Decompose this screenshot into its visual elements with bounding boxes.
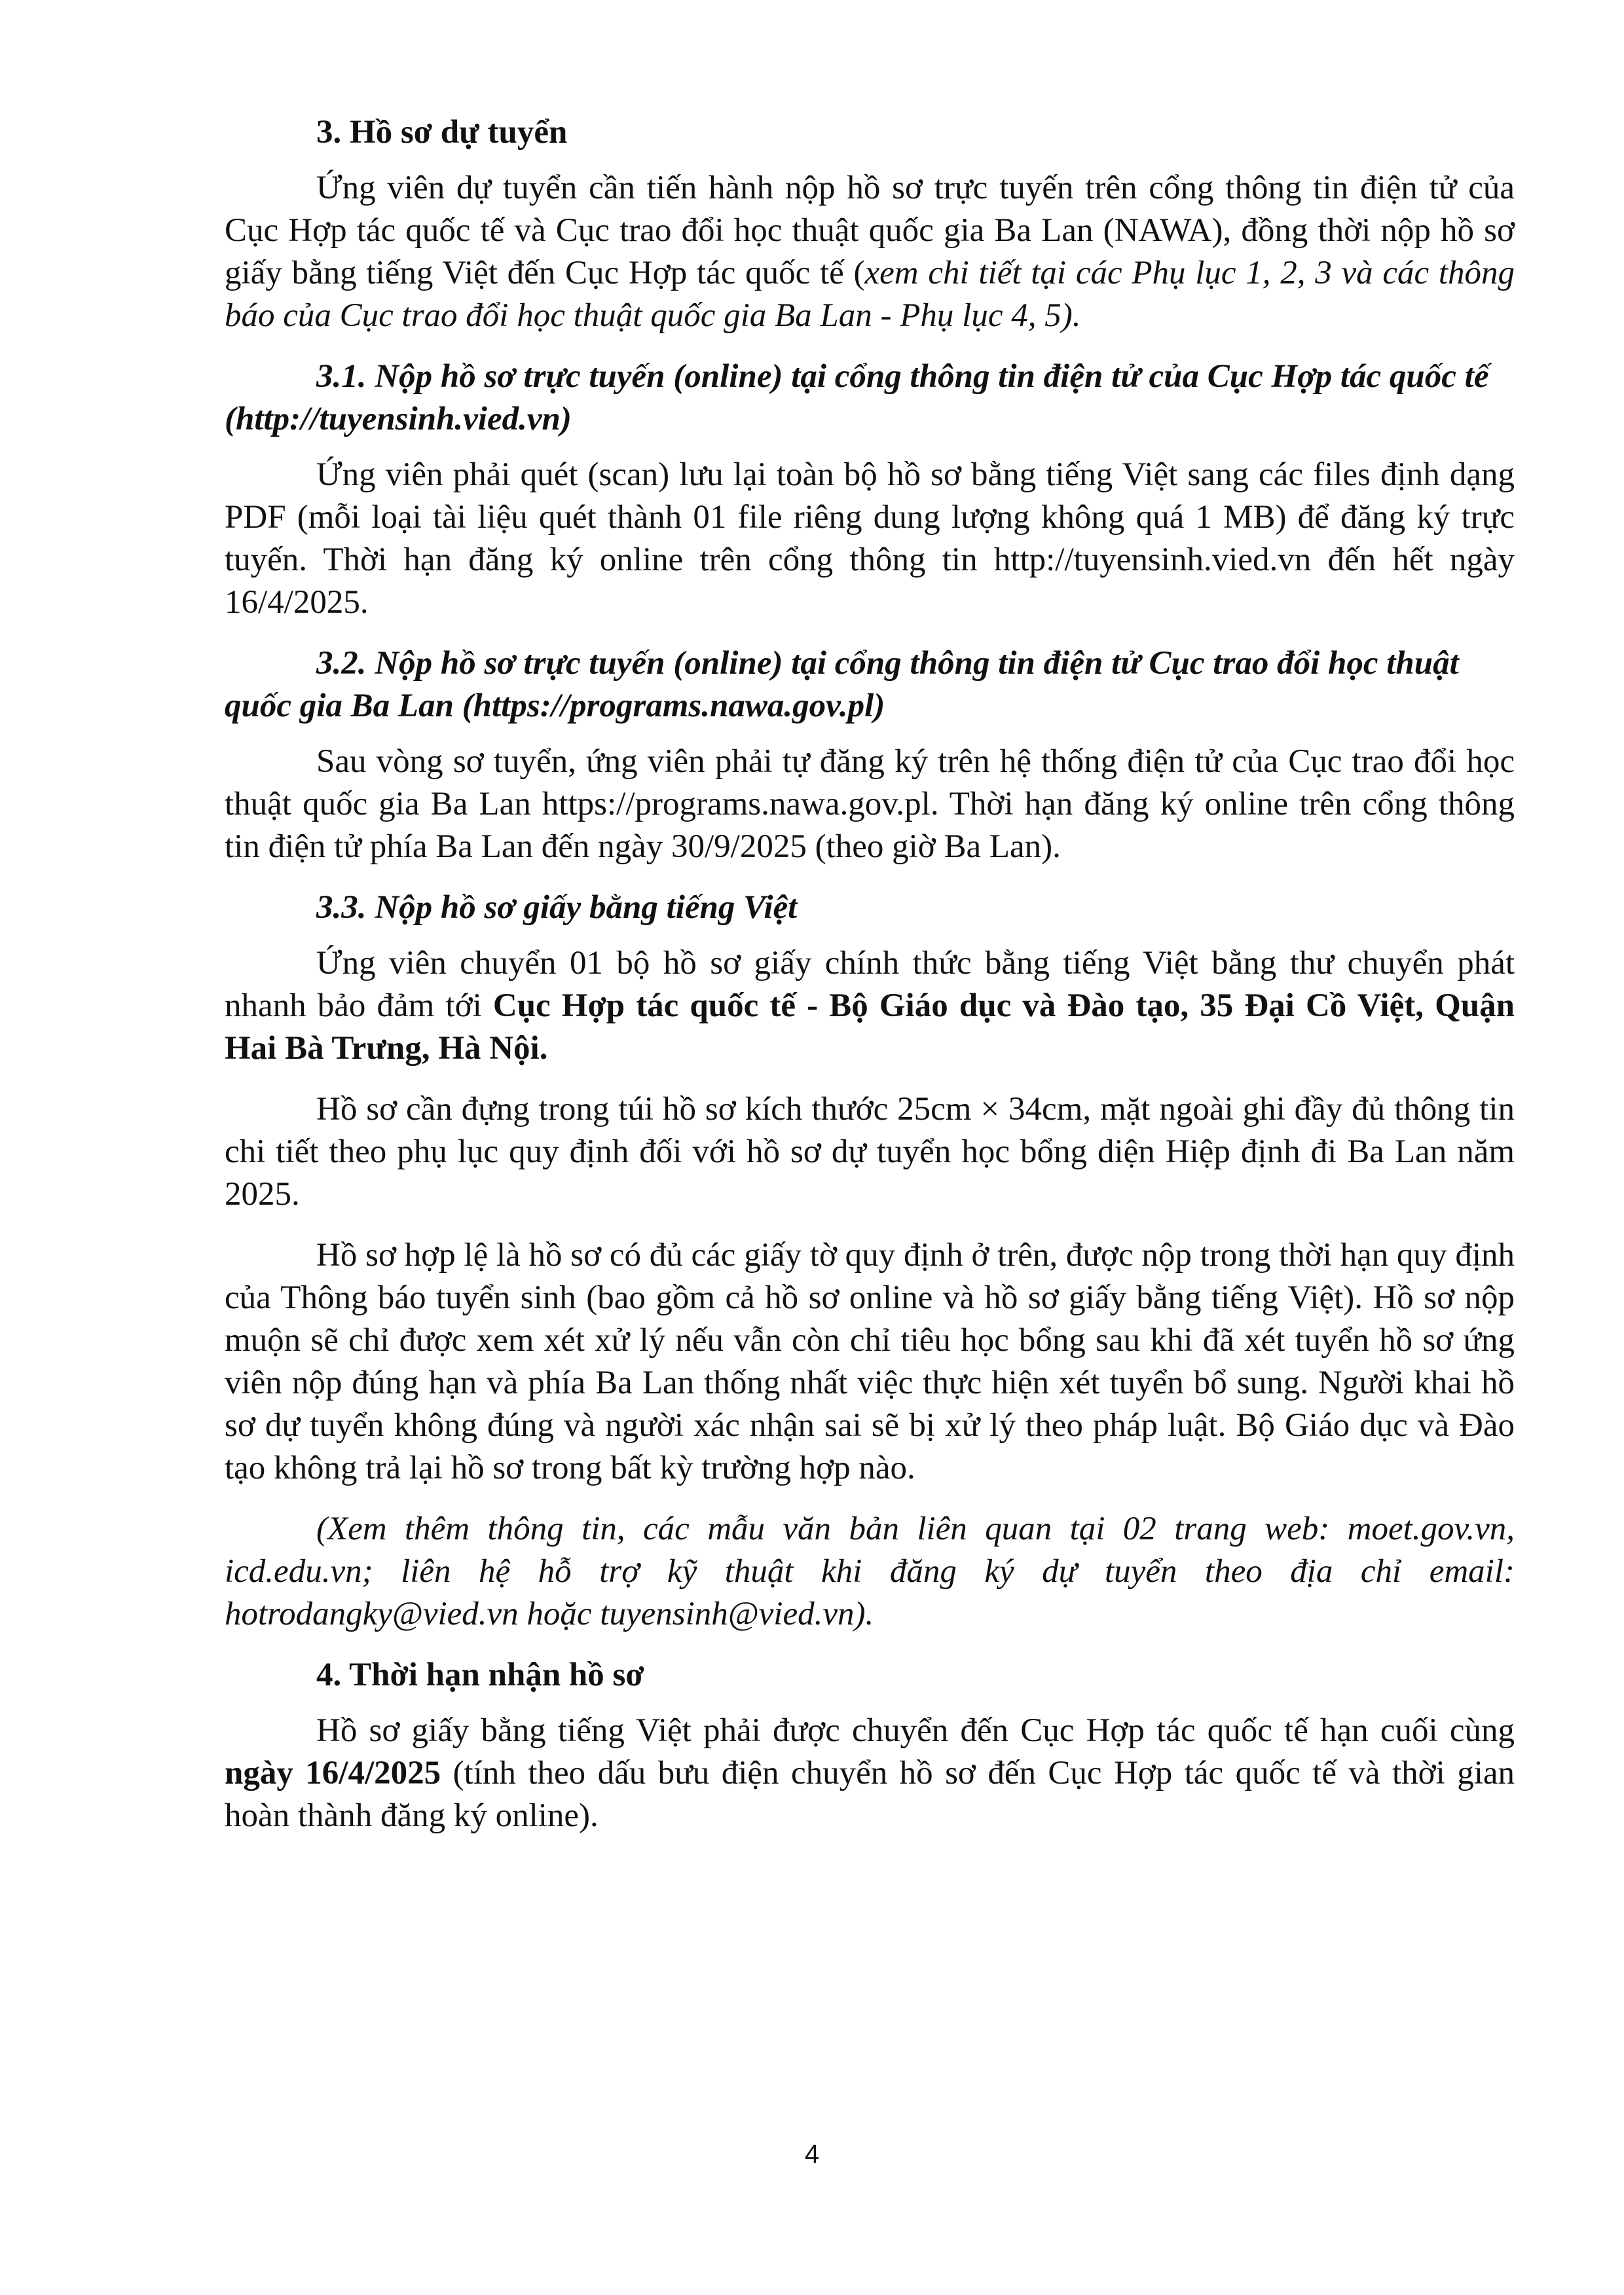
section-3-3-heading: 3.3. Nộp hồ sơ giấy bằng tiếng Việt bbox=[316, 889, 798, 926]
section-4-heading: 4. Thời hạn nhận hồ sơ bbox=[316, 1657, 644, 1693]
section-4-body-text-b: (tính theo dấu bưu điện chuyển hồ sơ đến Cục Hợp tác quốc tế và thời gian hoàn thành đăng ký online). bbox=[225, 1755, 1515, 1834]
section-3-2-heading: 3.2. Nộp hồ sơ trực tuyến (online) tại cổng thông tin điện tử Cục trao đổi học thuật quốc gia Ba Lan (https://programs.nawa.gov.pl) bbox=[225, 645, 1459, 724]
page-number: 4 bbox=[804, 2140, 820, 2169]
section-3-3-envelope-paragraph: Hồ sơ cần đựng trong túi hồ sơ kích thước 25cm × 34cm, mặt ngoài ghi đầy đủ thông tin chi tiết theo phụ lục quy định đối với hồ sơ dự tuyển học bổng diện Hiệp định đi Ba Lan năm 2025. bbox=[225, 1091, 1515, 1213]
section-3-3-address: Cục Hợp tác quốc tế - Bộ Giáo dục và Đào tạo, 35 Đại Cồ Việt, Quận Hai Bà Trưng, Hà Nội. bbox=[225, 987, 1515, 1067]
section-3-intro bbox=[225, 167, 1515, 337]
section-3-1-body: Ứng viên phải quét (scan) lưu lại toàn bộ hồ sơ bằng tiếng Việt sang các files định dạng PDF (mỗi loại tài liệu quét thành 01 file riêng dung lượng không quá 1 MB) để đăng ký trực tuyến. Thời hạn đăng ký online trên cổng thông tin http://tuyensinh.vied.vn đến hết ngày 16/4/2025. bbox=[225, 456, 1515, 621]
section-3-intro-text: Ứng viên dự tuyển cần tiến hành nộp hồ sơ trực tuyến trên cổng thông tin điện tử của Cục Hợp tác quốc tế và Cục trao đổi học thuật quốc gia Ba Lan (NAWA), đồng thời nộp hồ sơ giấy bằng tiếng Việt đến Cục Hợp tác quốc tế ( bbox=[225, 170, 1515, 291]
section-3-3-body-text: Ứng viên chuyển 01 bộ hồ sơ giấy chính thức bằng tiếng Việt bằng thư chuyển phát nhanh bảo đảm tới bbox=[225, 945, 1515, 1024]
section-3-intro-italic: xem chi tiết tại các Phụ lục 1, 2, 3 và các thông báo của Cục trao đổi học thuật quốc gia Ba Lan - Phụ lục 4, 5). bbox=[225, 255, 1515, 334]
section-3-3-validity-paragraph: Hồ sơ hợp lệ là hồ sơ có đủ các giấy tờ quy định ở trên, được nộp trong thời hạn quy định của Thông báo tuyển sinh (bao gồm cả hồ sơ online và hồ sơ giấy bằng tiếng Việt). Hồ sơ nộp muộn sẽ chỉ được xem xét xử lý nếu vẫn còn chỉ tiêu học bổng sau khi đã xét tuyển hồ sơ ứng viên nộp đúng hạn và phía Ba Lan thống nhất việc thực hiện xét tuyển bổ sung. Người khai hồ sơ dự tuyển không đúng và người xác nhận sai sẽ bị xử lý theo pháp luật. Bộ Giáo dục và Đào tạo không trả lại hồ sơ trong bất kỳ trường hợp nào. bbox=[225, 1237, 1515, 1486]
section-3-1-heading: 3.1. Nộp hồ sơ trực tuyến (online) tại cổng thông tin điện tử của Cục Hợp tác quốc tế (http://tuyensinh.vied.vn) bbox=[225, 358, 1489, 437]
section-3-2-body: Sau vòng sơ tuyển, ứng viên phải tự đăng ký trên hệ thống điện tử của Cục trao đổi học thuật quốc gia Ba Lan https://programs.nawa.gov.pl. Thời hạn đăng ký online trên cổng thông tin điện tử phía Ba Lan đến ngày 30/9/2025 (theo giờ Ba Lan). bbox=[225, 743, 1515, 865]
section-4-deadline: ngày 16/4/2025 bbox=[225, 1755, 441, 1791]
section-3-heading: 3. Hồ sơ dự tuyển bbox=[316, 114, 568, 151]
section-4-body-text-a: Hồ sơ giấy bằng tiếng Việt phải được chuyển đến Cục Hợp tác quốc tế hạn cuối cùng bbox=[316, 1712, 1515, 1749]
section-3-3-note-text: (Xem thêm thông tin, các mẫu văn bản liên quan tại 02 trang web: moet.gov.vn, icd.edu.vn; liên hệ hỗ trợ kỹ thuật khi đăng ký dự tuyển theo địa chỉ email: hotrodangky@vied.vn hoặc tuyensinh@vied.vn). bbox=[225, 1511, 1515, 1632]
page-content bbox=[225, 111, 1515, 1837]
section-3-3-body bbox=[225, 942, 1515, 1070]
section-3-3-note bbox=[225, 1508, 1515, 1636]
section-4-body bbox=[225, 1710, 1515, 1837]
